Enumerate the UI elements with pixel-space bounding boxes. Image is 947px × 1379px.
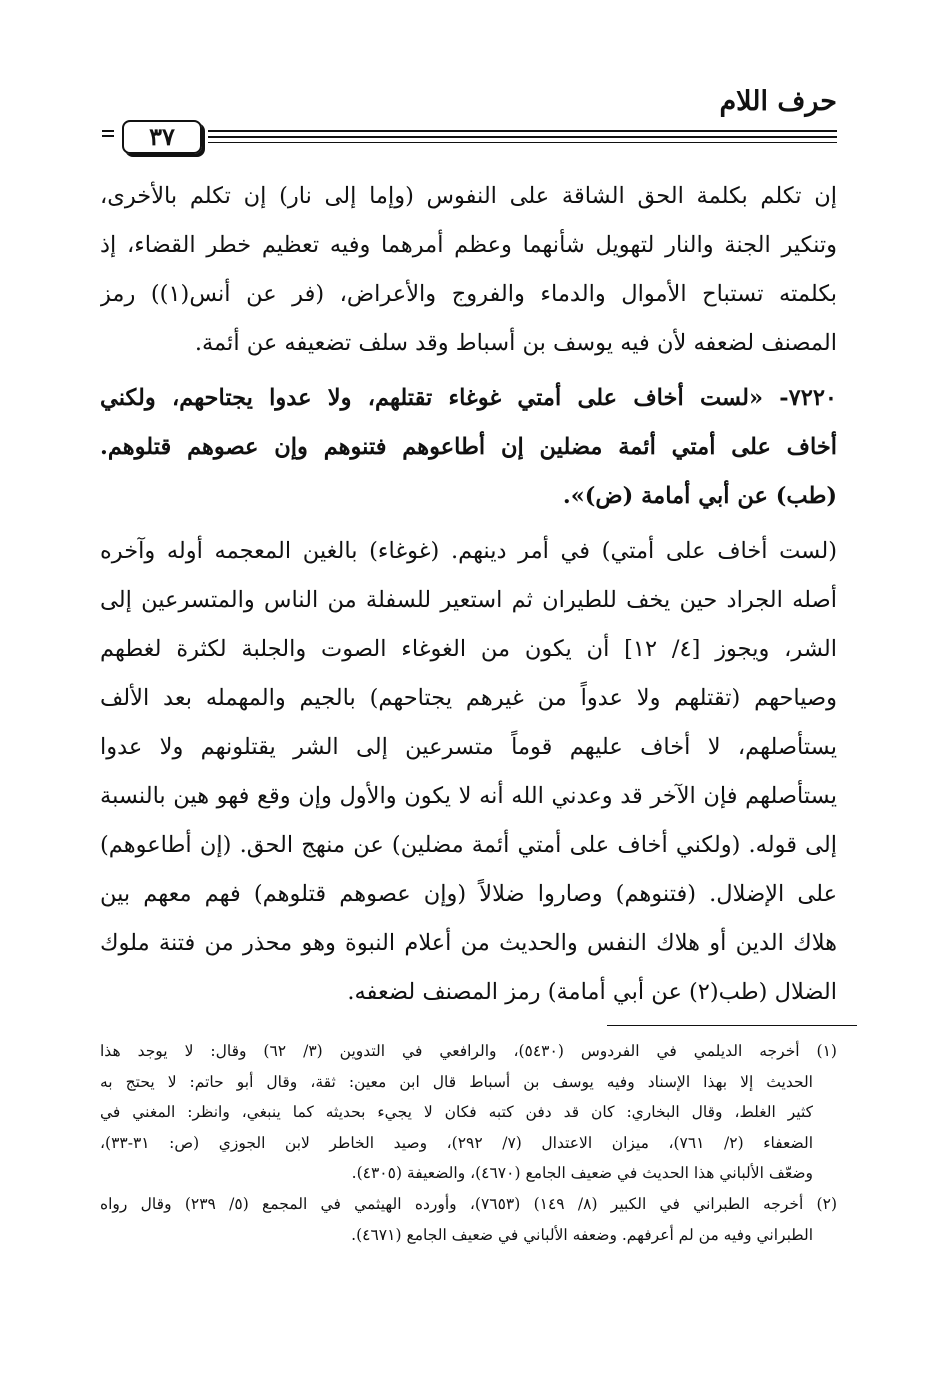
text-line: أصله الجراد حين يخف للطيران ثم استعير للسفلة من الناس والمتسرعين إلى — [100, 587, 837, 613]
hadith-line: أخاف على أمتي أئمة مضلين إن أطاعوهم فتنوهم وإن عصوهم قتلوهم. — [100, 434, 837, 460]
header-rule — [100, 120, 837, 150]
footnote-line: الحديث إلا بهذا الإسناد وفيه يوسف بن أسباط قال ابن معين: ثقة، وقال أبو حاتم: لا يحتج به — [100, 1072, 813, 1091]
text-line: يستأصلهم فإن الآخر قد وعدني الله أنه لا يكون والأول وإن وقع فهو هين بالنسبة — [100, 783, 837, 809]
footnotes — [100, 1036, 837, 1250]
text-line: يستأصلهم، لا أخاف عليهم قوماً متسرعين إلى الشر يقتلونهم ولا عدوا — [100, 734, 837, 760]
rule-line — [208, 136, 837, 138]
running-title: حرف اللام — [719, 86, 837, 117]
text-line: وتنكير الجنة والنار لتهويل شأنهما وعظم أمرهما وفيه تعظيم خطر القضاء، إذ — [100, 232, 837, 258]
hadith-line: (طب) عن أبي أمامة (ض)». — [562, 483, 837, 509]
text-line: المصنف لضعفه لأن فيه يوسف بن أسباط وقد سلف تضعيفه عن أئمة. — [194, 330, 837, 356]
page-number: ٣٧ — [122, 120, 202, 154]
main-text — [100, 172, 837, 1017]
rule-end-mark — [100, 130, 114, 144]
footnote-line: الضعفاء (٢/ ٧٦١)، ميزان الاعتدال (٧/ ٢٩٢)، وصيد الخاطر لابن الجوزي (ص: ٣١-٣٣)، — [100, 1133, 814, 1152]
text-line: على الإضلال. (فتنوهم) وصاروا ضلالاً (وإن عصوهم قتلوهم) فهم معهم بين — [100, 881, 837, 907]
footnote-line: (١) أخرجه الديلمي في الفردوس (٥٤٣٠)، والرافعي في التدوين (٣/ ٦٢) وقال: لا يوجد هذا — [100, 1042, 837, 1060]
footnote-separator — [607, 1025, 857, 1026]
text-line: الضلال (طب(٢) عن أبي أمامة) رمز المصنف لضعفه. — [347, 979, 837, 1005]
footnote-line: (٢) أخرجه الطبراني في الكبير (٨/ ١٤٩) (٧٦٥٣)، وأورده الهيثمي في المجمع (٥/ ٢٣٩) وقال رواه — [100, 1194, 837, 1213]
text-line: بكلمته تستباح الأموال والدماء والفروج والأعراض، (فر عن أنس(١)) رمز — [100, 281, 837, 307]
hadith-line: ٧٢٢٠- «لست أخاف على أمتي غوغاء تقتلهم، ولا عدوا يجتاحهم، ولكني — [100, 385, 837, 411]
rule-line — [208, 142, 837, 143]
text-line: إن تكلم بكلمة الحق الشاقة على النفوس (وإما إلى نار) إن تكلم بالأخرى، — [100, 183, 837, 209]
footnote-line: الطبراني وفيه من لم أعرفهم. وضعفه الألباني في ضعيف الجامع (٤٦٧١). — [351, 1225, 813, 1244]
text-line: (لست أخاف على أمتي) في أمر دينهم. (غوغاء) بالغين المعجمه أوله وآخره — [100, 538, 837, 564]
text-line: هلاك الدين أو هلاك النفس والحديث من أعلام النبوة وهو محذر من فتنة ملوك — [100, 930, 837, 956]
text-line: وصياحهم (تقتلهم ولا عدواً من غيرهم يجتاحهم) بالجيم والمهمله بعد الألف — [100, 685, 837, 711]
footnote-line: وضعّف الألباني هذا الحديث في ضعيف الجامع (٤٦٧٠)، والضعيفة (٤٣٠٥). — [351, 1164, 813, 1183]
footnote-line: كثير الغلط، وقال البخاري: كان قد دفن كتبه فكان لا يجيء بحديثه كما ينبغي، وانظر: المغني في — [100, 1103, 813, 1122]
rule-line — [208, 130, 837, 132]
text-line: إلى قوله. (ولكني أخاف على أمتي أئمة مضلين) عن منهج الحق. (إن أطاعوهم) — [100, 832, 837, 858]
text-line: الشر، ويجوز [٤/ ١٢] أن يكون من الغوغاء الصوت والجلبة لكثرة لغطهم — [100, 636, 837, 662]
